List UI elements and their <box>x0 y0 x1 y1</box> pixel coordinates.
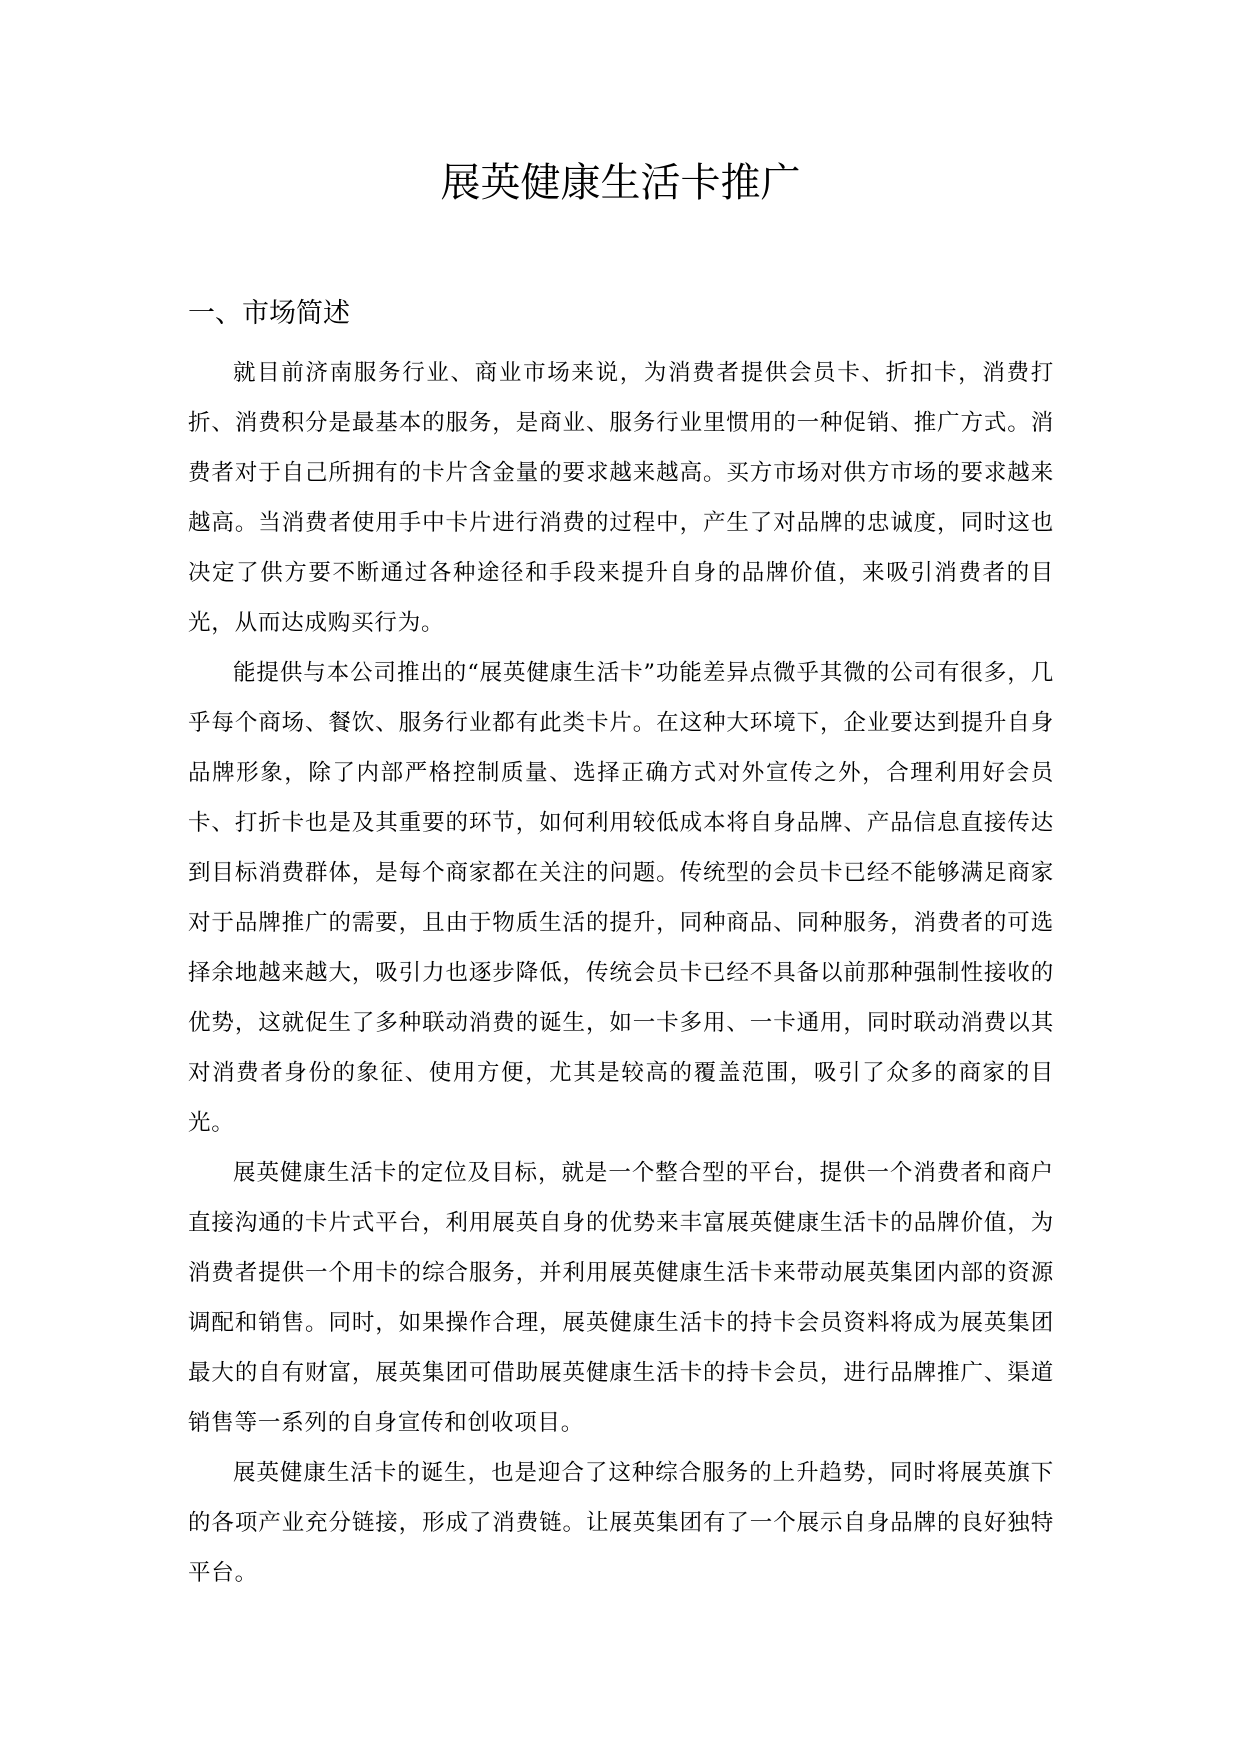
page-title: 展英健康生活卡推广 <box>440 160 801 206</box>
document-body <box>188 348 1054 1598</box>
paragraph-2: 能提供与本公司推出的“展英健康生活卡”功能差异点微乎其微的公司有很多，几乎每个商场、餐饮、服务行业都有此类卡片。在这种大环境下，企业要达到提升自身品牌形象，除了内部严格控制质量、选择正确方式对外宣传之外，合理利用好会员卡、打折卡也是及其重要的环节，如何利用较低成本将自身品牌、产品信息直接传达到目标消费群体，是每个商家都在关注的问题。传统型的会员卡已经不能够满足商家对于品牌推广的需要，且由于物质生活的提升，同种商品、同种服务，消费者的可选择余地越来越大，吸引力也逐步降低，传统会员卡已经不具备以前那种强制性接收的优势，这就促生了多种联动消费的诞生，如一卡多用、一卡通用，同时联动消费以其对消费者身份的象征、使用方便，尤其是较高的覆盖范围，吸引了众多的商家的目光。 <box>188 660 1054 1136</box>
paragraph-1: 就目前济南服务行业、商业市场来说，为消费者提供会员卡、折扣卡，消费打折、消费积分是最基本的服务，是商业、服务行业里惯用的一种促销、推广方式。消费者对于自己所拥有的卡片含金量的要求越来越高。买方市场对供方市场的要求越来越高。当消费者使用手中卡片进行消费的过程中，产生了对品牌的忠诚度，同时这也决定了供方要不断通过各种途径和手段来提升自身的品牌价值，来吸引消费者的目光，从而达成购买行为。 <box>188 360 1054 636</box>
section-heading: 一、市场简述 <box>188 298 350 329</box>
paragraph-3: 展英健康生活卡的定位及目标，就是一个整合型的平台，提供一个消费者和商户直接沟通的卡片式平台，利用展英自身的优势来丰富展英健康生活卡的品牌价值，为消费者提供一个用卡的综合服务，并利用展英健康生活卡来带动展英集团内部的资源调配和销售。同时，如果操作合理，展英健康生活卡的持卡会员资料将成为展英集团最大的自有财富，展英集团可借助展英健康生活卡的持卡会员，进行品牌推广、渠道销售等一系列的自身宣传和创收项目。 <box>188 1160 1054 1436</box>
paragraph-4: 展英健康生活卡的诞生，也是迎合了这种综合服务的上升趋势，同时将展英旗下的各项产业充分链接，形成了消费链。让展英集团有了一个展示自身品牌的良好独特平台。 <box>188 1460 1054 1586</box>
